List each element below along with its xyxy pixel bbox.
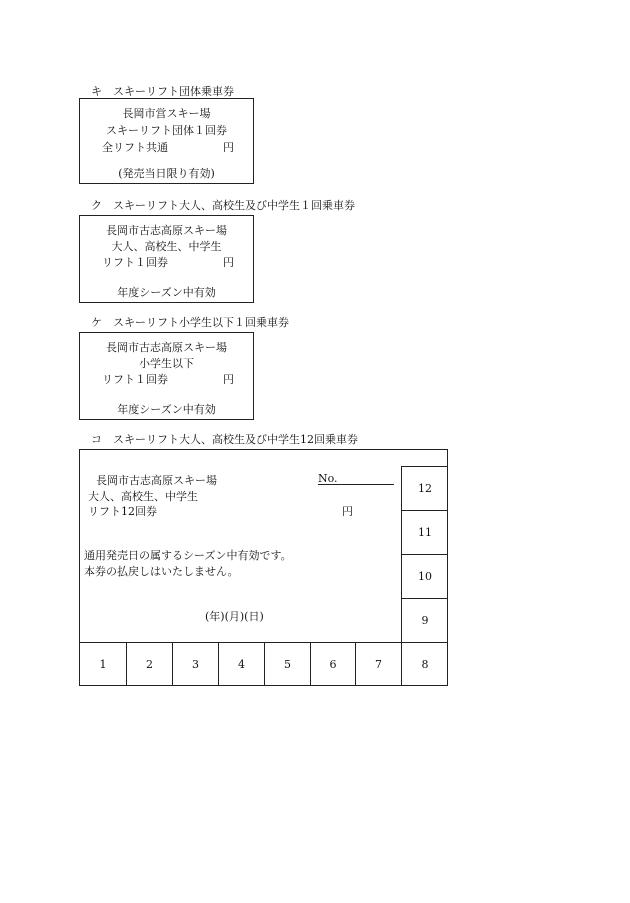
ticket-group-one-ride (79, 98, 254, 184)
ticket-yen: 円 (342, 505, 353, 518)
ticket-date-label: (年)(月)(日) (205, 610, 264, 623)
punch-cell-2: 2 (126, 642, 172, 685)
ticket-child-one-ride (79, 332, 254, 420)
punch-cell-3: 3 (172, 642, 218, 685)
ticket-note-validity: 通用発売日の属するシーズン中有効です。 (84, 549, 292, 562)
section-heading-ke: ケ スキーリフト小学生以下１回乗車券 (91, 316, 289, 329)
ticket-type: リフト１回券 (102, 373, 168, 386)
ticket-venue: 長岡市古志高原スキー場 (106, 341, 227, 354)
ticket-validity: (発売当日限り有効) (118, 167, 215, 180)
ticket-note-refund: 本券の払戻しはいたしません。 (84, 565, 239, 578)
ticket-title: スキーリフト団体１回券 (106, 124, 227, 137)
punch-cell-4: 4 (218, 642, 264, 685)
ticket-category: 大人、高校生、中学生 (88, 490, 198, 503)
ticket-type: リフト12回券 (88, 505, 157, 518)
punch-cell-6: 6 (310, 642, 355, 685)
ticket-validity: 年度シーズン中有効 (117, 403, 216, 416)
punch-cell-10: 10 (401, 554, 448, 598)
section-heading-ku: ク スキーリフト大人、高校生及び中学生１回乗車券 (91, 199, 355, 212)
ticket-number-underline (318, 484, 394, 485)
ticket-number-label: No. (318, 472, 338, 485)
ticket-adult-one-ride (79, 215, 254, 303)
section-heading-ki: キ スキーリフト団体乗車券 (91, 85, 234, 98)
punch-cell-11: 11 (401, 510, 448, 554)
ticket-venue: 長岡市営スキー場 (122, 107, 211, 120)
ticket-yen: 円 (223, 256, 234, 269)
ticket-yen: 円 (223, 373, 234, 386)
ticket-venue: 長岡市古志高原スキー場 (96, 474, 217, 487)
ticket-12-ride (79, 449, 448, 686)
ticket-category: 小学生以下 (139, 357, 194, 370)
section-heading-ko: コ スキーリフト大人、高校生及び中学生12回乗車券 (91, 433, 358, 446)
punch-cell-9: 9 (401, 598, 448, 642)
ticket-type: リフト１回券 (102, 256, 168, 269)
ticket-yen: 円 (223, 141, 234, 154)
punch-cell-12: 12 (401, 466, 448, 510)
ticket-category: 大人、高校生、中学生 (111, 240, 222, 253)
punch-cell-8: 8 (401, 642, 448, 685)
punch-cell-5: 5 (264, 642, 310, 685)
ticket-venue: 長岡市古志高原スキー場 (106, 224, 227, 237)
punch-cell-7: 7 (355, 642, 401, 685)
ticket-validity: 年度シーズン中有効 (117, 286, 216, 299)
ticket-scope: 全リフト共通 (102, 141, 168, 154)
punch-cell-1: 1 (80, 642, 126, 685)
